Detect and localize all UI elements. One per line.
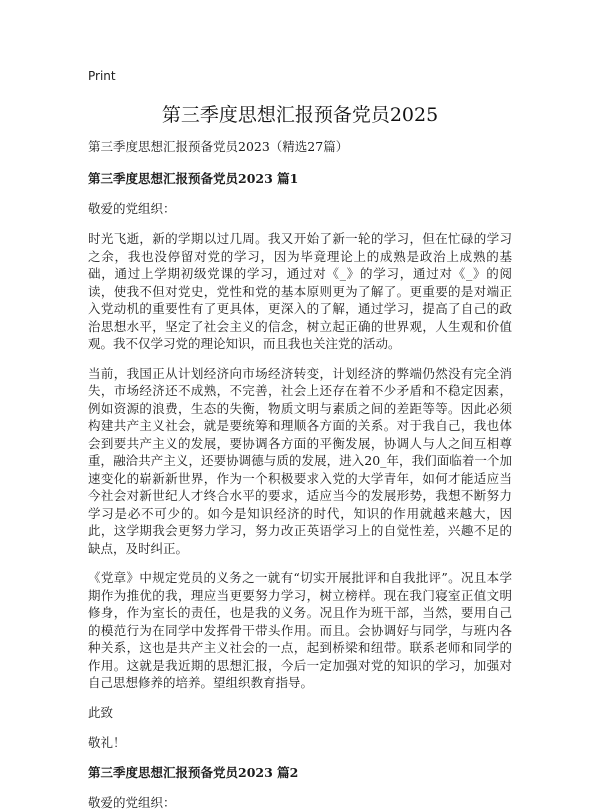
paragraph-1: 时光飞逝，新的学期以过几周。我又开始了新一轮的学习，但在忙碌的学习之余，我也没停留对党的学习，因为毕竟理论上的成熟是政治上成熟的基础，通过上学期初级党课的学习，通过对《_》的学习，通过对《_》的阅读，使我不但对党史，党性和党的基本原则更为了解了。更重要的是对端正入党动机的重要性有了更具体，更深入的了解，通过学习，提高了自己的政治思想水平，坚定了社会主义的信念，树立起正确的世界观，人生观和价值观。我不仅学习党的理论知识，而且我也关注党的活动。 bbox=[88, 231, 512, 351]
paragraph-2: 当前，我国正从计划经济向市场经济转变，计划经济的弊端仍然没有完全消失，市场经济还不成熟，不完善，社会上还存在着不少矛盾和不稳定因素，例如资源的浪费，生态的失衡，物质文明与素质之间的差距等等。因此必须构建共产主义社会，就是要统筹和理顺各方面的关系。对于我自己，我也体会到要共产主义的发展，要协调各方面的平衡发展，协调人与人之间互相尊重，融洽共产主义，还要协调德与质的发展，进入20_年，我们面临着一个加速变化的崭新新世界，作为一个积极要求入党的大学青年，如何才能适应当今社会对新世纪人才终合水平的要求，适应当今的发展形势，我想不断努力学习是必不可少的。如今是知识经济的时代，知识的作用就越来越大，因此，这学期我会更努力学习，努力改正英语学习上的自觉性差，兴趣不足的缺点，及时纠正。 bbox=[88, 365, 512, 556]
print-label[interactable]: Print bbox=[88, 69, 116, 83]
document-subtitle: 第三季度思想汇报预备党员2023（精选27篇） bbox=[88, 139, 349, 154]
section-heading-2: 第三季度思想汇报预备党员2023 篇2 bbox=[88, 764, 299, 780]
salutation-1: 敬爱的党组织： bbox=[88, 201, 176, 216]
closing-line-2: 敬礼！ bbox=[88, 734, 126, 750]
paragraph-3: 《党章》中规定党员的义务之一就有“切实开展批评和自我批评”。况且本学期作为推优的我，理应当更要努力学习，树立榜样。现在我门寝室正值文明修身，作为室长的责任，也是我的义务。况且作为班干部，当然，要用自己的模范行为在同学中发挥骨干带头作用。而且。会协调好与同学，与班内各种关系，这也是共产主义社会的一点，起到桥梁和纽带。联系老师和同学的作用。这就是我近期的思想汇报，今后一定加强对党的知识的学习，加强对自己思想修养的培养。望组织教育指导。 bbox=[88, 570, 512, 690]
closing-line-1: 此致 bbox=[88, 704, 114, 720]
page-title: 第三季度思想汇报预备党员2025 bbox=[161, 104, 439, 126]
section-heading-1: 第三季度思想汇报预备党员2023 篇1 bbox=[88, 171, 299, 186]
salutation-2: 敬爱的党组织： bbox=[88, 794, 176, 810]
